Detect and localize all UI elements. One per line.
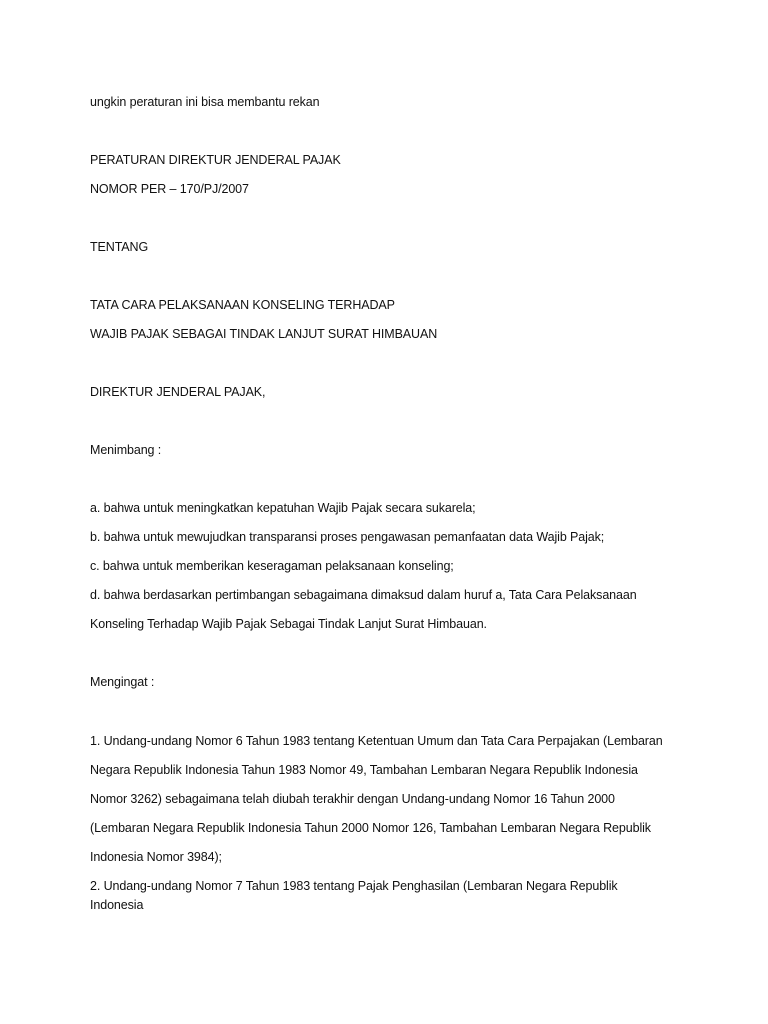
- regulation-title: PERATURAN DIREKTUR JENDERAL PAJAK: [90, 153, 341, 167]
- regulation-number: NOMOR PER – 170/PJ/2007: [90, 182, 249, 196]
- mengingat-line: Indonesia: [90, 898, 144, 912]
- menimbang-line: b. bahwa untuk mewujudkan transparansi proses pengawasan pemanfaatan data Wajib Pajak;: [90, 530, 605, 544]
- issuer-line: DIREKTUR JENDERAL PAJAK,: [90, 385, 266, 399]
- menimbang-line: a. bahwa untuk meningkatkan kepatuhan Wajib Pajak secara sukarela;: [90, 501, 476, 515]
- menimbang-heading: Menimbang :: [90, 443, 162, 457]
- mengingat-line: Indonesia Nomor 3984);: [90, 850, 222, 864]
- menimbang-line: c. bahwa untuk memberikan keseragaman pelaksanaan konseling;: [90, 559, 454, 573]
- mengingat-line: Negara Republik Indonesia Tahun 1983 Nomor 49, Tambahan Lembaran Negara Republik Indonesia: [90, 763, 638, 777]
- menimbang-line: d. bahwa berdasarkan pertimbangan sebagaimana dimaksud dalam huruf a, Tata Cara Pelaksanaan: [90, 588, 637, 602]
- mengingat-heading: Mengingat :: [90, 675, 155, 689]
- subject-line: WAJIB PAJAK SEBAGAI TINDAK LANJUT SURAT HIMBAUAN: [90, 327, 438, 341]
- about-label: TENTANG: [90, 240, 149, 254]
- intro-text: ungkin peraturan ini bisa membantu rekan: [90, 95, 320, 109]
- mengingat-line: 1. Undang-undang Nomor 6 Tahun 1983 tentang Ketentuan Umum dan Tata Cara Perpajakan (Lembaran: [90, 734, 663, 748]
- menimbang-line: Konseling Terhadap Wajib Pajak Sebagai Tindak Lanjut Surat Himbauan.: [90, 617, 487, 631]
- mengingat-line: (Lembaran Negara Republik Indonesia Tahun 2000 Nomor 126, Tambahan Lembaran Negara Republik: [90, 821, 651, 835]
- mengingat-line: Nomor 3262) sebagaimana telah diubah terakhir dengan Undang-undang Nomor 16 Tahun 2000: [90, 792, 615, 806]
- mengingat-line: 2. Undang-undang Nomor 7 Tahun 1983 tentang Pajak Penghasilan (Lembaran Negara Republik: [90, 879, 618, 893]
- subject-line: TATA CARA PELAKSANAAN KONSELING TERHADAP: [90, 298, 395, 312]
